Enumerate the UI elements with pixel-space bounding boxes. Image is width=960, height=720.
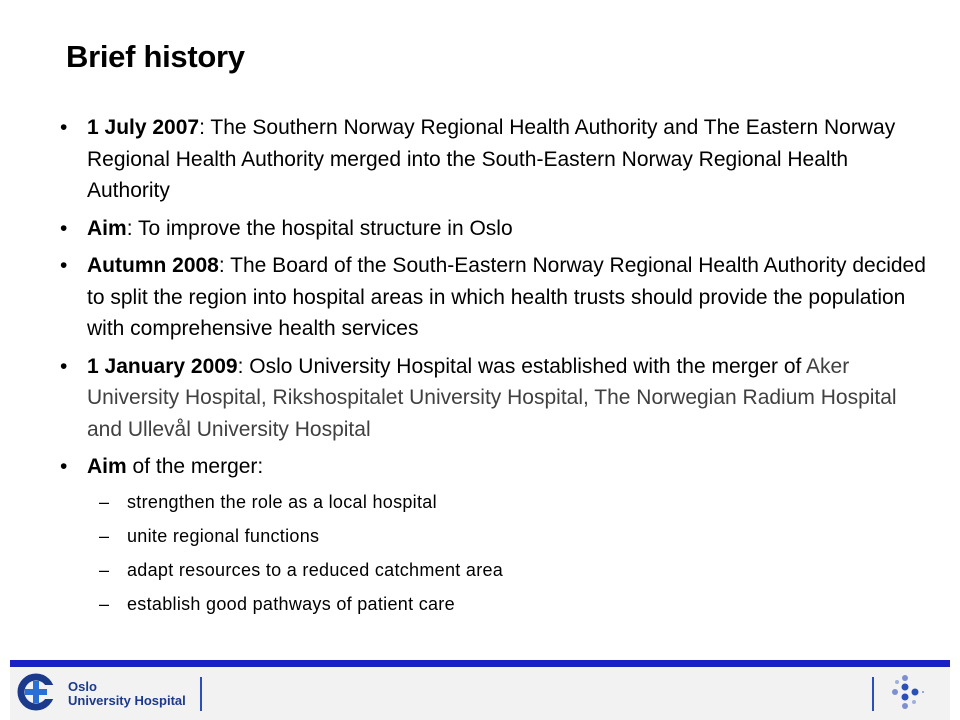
bullet-marker: • (60, 354, 68, 378)
bullet-text: : The Southern Norway Regional Health Authority and The Eastern Norway Regional Health Authority merged into the South-Eastern Norway Regional Health Authority (87, 116, 896, 202)
bullet-marker: • (60, 216, 68, 240)
footer-divider-left (200, 677, 202, 711)
bullet-text: : The Board of the South-Eastern Norway Regional Health Authority decided to split the region into hospital areas in which health trusts should provide the population with comprehensive health services (87, 254, 926, 340)
logo-line-university-hospital: University Hospital (68, 693, 186, 708)
bullet-item-aim (60, 213, 930, 245)
sub-bullet-item (87, 485, 930, 519)
bullet-list (60, 112, 930, 621)
bullet-marker: • (60, 455, 68, 478)
sub-bullet-marker: – (99, 491, 110, 512)
bullet-item-2009-establishment (60, 351, 930, 446)
footer-band (10, 667, 950, 720)
dot-cross-icon (886, 673, 924, 711)
sub-bullet-item (87, 519, 930, 553)
bullet-label: 1 January 2009 (87, 354, 238, 378)
slide-title: Brief history (66, 39, 245, 74)
oslo-university-hospital-logo-icon (16, 672, 56, 712)
footer-rule (10, 660, 950, 667)
bullet-text: of the merger: (126, 455, 264, 478)
sub-bullet-text: strengthen the role as a local hospital (127, 491, 437, 512)
sub-bullet-marker: – (99, 593, 110, 614)
bullet-text: : Oslo University Hospital was established with the merger of (237, 354, 807, 378)
bullet-text: : To improve the hospital structure in Oslo (126, 216, 513, 240)
bullet-label: Autumn 2008 (87, 254, 219, 277)
bullet-label: Aim (87, 216, 127, 240)
sub-bullet-text: adapt resources to a reduced catchment area (127, 559, 504, 580)
logo-wordmark (68, 680, 186, 708)
sub-bullet-list (87, 485, 930, 621)
bullet-text-hospitals: Aker University Hospital, Rikshospitalet University Hospital, The Norwegian Radium Hospital and Ullevål University Hospital (87, 354, 897, 441)
sub-bullet-marker: – (99, 525, 110, 546)
bullet-label: Aim (87, 455, 127, 478)
bullet-item-merger-aim (60, 451, 930, 621)
bullet-item-2007-merger (60, 112, 930, 207)
sub-bullet-text: establish good pathways of patient care (127, 593, 455, 614)
bullet-label: 1 July 2007 (87, 116, 200, 139)
bullet-marker: • (60, 116, 68, 139)
sub-bullet-item (87, 553, 930, 587)
sub-bullet-marker: – (99, 559, 110, 580)
sub-bullet-text: unite regional functions (127, 525, 320, 546)
bullet-item-autumn-2008 (60, 250, 930, 345)
sub-bullet-item (87, 587, 930, 621)
logo-line-oslo: Oslo (68, 679, 97, 694)
footer-divider-right (872, 677, 874, 711)
bullet-marker: • (60, 254, 68, 277)
